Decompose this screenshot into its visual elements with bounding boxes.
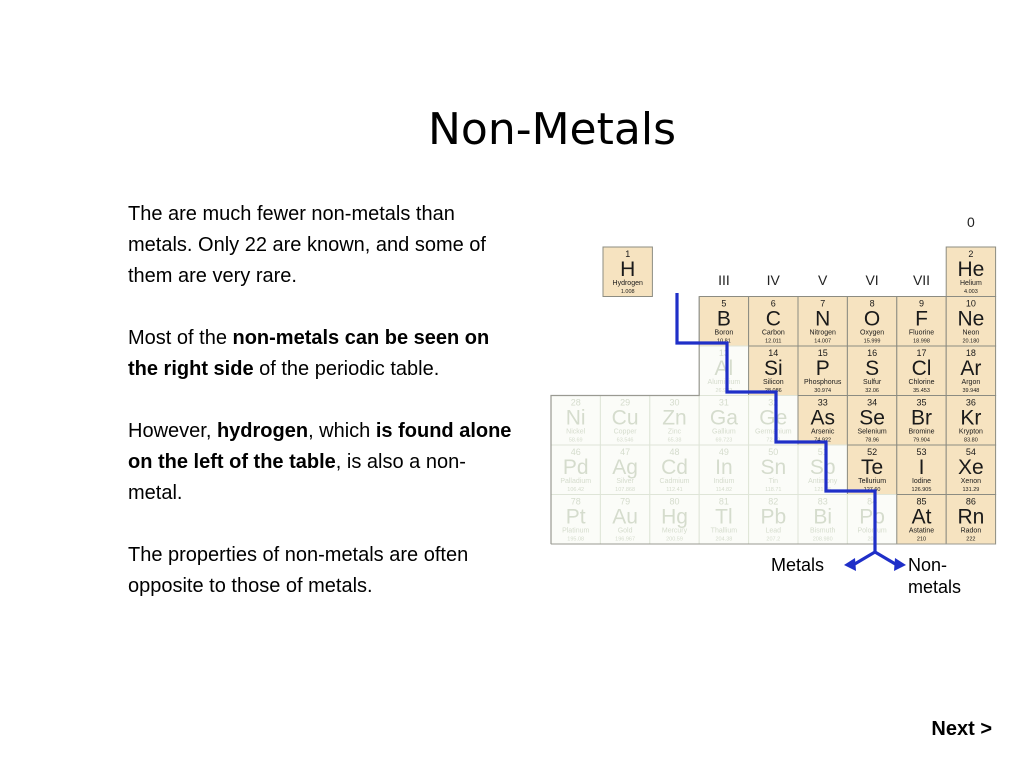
atomic-number: 9	[918, 298, 925, 309]
atomic-mass: 63.546	[616, 437, 634, 444]
element-symbol: Se	[859, 406, 885, 430]
element-name: Sulfur	[862, 379, 882, 386]
element-symbol: F	[915, 307, 928, 331]
atomic-number: 84	[867, 496, 878, 507]
arrow-right-icon	[894, 558, 906, 571]
atomic-number: 8	[869, 298, 875, 309]
element-name: Selenium	[857, 428, 887, 436]
element-symbol: Sb	[809, 456, 836, 479]
element-symbol: H	[620, 258, 636, 281]
element-i	[897, 445, 946, 495]
atomic-number: 30	[669, 397, 680, 408]
atomic-mass: 18.998	[913, 338, 930, 345]
element-br	[897, 396, 946, 446]
atomic-number: 48	[669, 447, 680, 457]
element-name: Nitrogen	[809, 329, 836, 337]
element-symbol: Ge	[759, 406, 788, 430]
atomic-number: 2	[968, 249, 974, 259]
element-name: Arsenic	[811, 428, 835, 436]
slide-title: Non-Metals	[428, 104, 676, 155]
element-n	[798, 297, 847, 347]
element-cu	[600, 396, 649, 446]
atomic-mass: 65.38	[667, 437, 682, 444]
arrow-left-icon	[844, 558, 856, 571]
element-symbol: As	[810, 406, 835, 430]
element-name: Cadmium	[659, 478, 690, 485]
element-symbol: C	[765, 307, 781, 331]
element-kr	[946, 396, 995, 446]
nonmetals-label: Non-metals	[908, 555, 962, 597]
atomic-mass: 30.974	[814, 388, 832, 394]
element-name: Zinc	[667, 428, 682, 436]
element-rn	[946, 495, 995, 545]
element-name: Carbon	[761, 329, 785, 337]
atomic-mass: 69.723	[715, 437, 733, 444]
atomic-number: 1	[625, 249, 631, 259]
atomic-number: 83	[817, 496, 828, 507]
group-header: III	[718, 272, 730, 288]
element-symbol: Ne	[957, 307, 985, 331]
element-symbol: He	[957, 258, 985, 281]
element-name: Antimony	[808, 478, 838, 485]
element-h	[603, 247, 652, 297]
atomic-mass: 20.180	[962, 338, 980, 345]
element-name: Gold	[617, 527, 633, 535]
element-symbol: Po	[859, 505, 885, 529]
element-symbol: Tl	[715, 505, 733, 529]
metals-label: Metals	[771, 555, 825, 575]
element-name: Germanium	[755, 428, 792, 436]
atomic-number: 28	[570, 397, 581, 408]
element-o	[847, 297, 896, 347]
atomic-mass: 15.999	[863, 338, 881, 345]
arrow-to-metals	[853, 541, 875, 565]
atomic-number: 34	[867, 397, 878, 408]
atomic-mass: 208.980	[812, 536, 833, 543]
element-si	[749, 346, 798, 396]
atomic-mass: 209	[867, 536, 877, 543]
element-te	[847, 445, 896, 495]
element-symbol: Ag	[612, 456, 638, 479]
atomic-mass: 32.06	[865, 388, 879, 394]
atomic-mass: 14.007	[814, 338, 832, 345]
element-symbol: Ni	[565, 406, 586, 430]
atomic-number: 6	[770, 298, 776, 309]
element-symbol: O	[863, 307, 881, 331]
atomic-mass: 28.086	[764, 388, 782, 394]
group-zero-header: 0	[967, 214, 975, 230]
element-name: Copper	[613, 428, 637, 436]
element-symbol: Ar	[960, 357, 982, 380]
element-symbol: Cu	[611, 406, 639, 430]
element-symbol: P	[815, 357, 830, 380]
atomic-number: 85	[916, 496, 927, 507]
element-pt	[551, 495, 600, 545]
text-run: , which	[308, 420, 376, 442]
element-symbol: Bi	[813, 505, 833, 529]
element-xe	[946, 445, 995, 495]
atomic-number: 54	[965, 447, 976, 457]
element-name: Platinum	[562, 527, 590, 535]
element-au	[600, 495, 649, 545]
element-symbol: Cd	[661, 456, 688, 479]
element-symbol: Pt	[565, 505, 586, 529]
element-po	[847, 495, 896, 545]
element-name: Radon	[960, 527, 982, 535]
atomic-mass: 12.011	[765, 338, 782, 345]
atomic-mass: 72.63	[766, 437, 781, 444]
atomic-mass: 1.008	[620, 289, 635, 295]
atomic-number: 50	[768, 447, 779, 457]
atomic-number: 7	[820, 298, 826, 309]
atomic-number: 53	[916, 447, 927, 457]
atomic-number: 16	[867, 348, 878, 358]
atomic-number: 32	[768, 397, 779, 408]
element-name: Neon	[962, 329, 980, 337]
element-al	[699, 346, 748, 396]
element-symbol: Al	[714, 357, 734, 380]
element-at	[897, 495, 946, 545]
atomic-number: 14	[768, 348, 779, 358]
atomic-mass: 222	[966, 536, 976, 543]
element-s	[847, 346, 896, 396]
atomic-number: 78	[570, 496, 581, 507]
element-symbol: At	[911, 505, 932, 529]
element-c	[749, 297, 798, 347]
element-symbol: Br	[911, 406, 932, 430]
element-bi	[798, 495, 847, 545]
atomic-mass: 26.982	[715, 388, 733, 394]
atomic-number: 51	[817, 447, 828, 457]
atomic-mass: 74.922	[814, 437, 832, 444]
atomic-mass: 112.41	[666, 487, 683, 493]
element-cl	[897, 346, 946, 396]
element-symbol: Rn	[957, 505, 985, 529]
element-name: Tellurium	[858, 478, 887, 485]
element-name: Iodine	[911, 478, 932, 485]
atomic-number: 86	[965, 496, 976, 507]
element-f	[897, 297, 946, 347]
atomic-mass: 127.60	[863, 487, 881, 493]
element-hg	[650, 495, 699, 545]
atomic-number: 80	[669, 496, 680, 507]
group-header: IV	[766, 272, 780, 288]
element-name: Silicon	[762, 379, 784, 386]
bold-text: non-metals can be seen on the right side	[128, 327, 490, 380]
element-symbol: Pb	[760, 505, 787, 529]
atomic-number: 29	[620, 397, 631, 408]
element-symbol: Au	[612, 505, 638, 529]
atomic-mass: 78.96	[865, 437, 879, 444]
arrow-to-nonmetals	[875, 552, 897, 565]
element-zn	[650, 396, 699, 446]
element-name: Xenon	[960, 478, 982, 485]
group-header: VI	[865, 272, 879, 288]
atomic-mass: 114.82	[715, 487, 733, 493]
element-name: Krypton	[958, 428, 983, 436]
element-ar	[946, 346, 995, 396]
group-header: V	[818, 272, 828, 288]
element-name: Polonium	[857, 527, 887, 535]
element-he	[946, 247, 995, 297]
element-name: Indium	[713, 478, 735, 485]
atomic-number: 79	[620, 496, 631, 507]
element-symbol: N	[815, 307, 831, 331]
element-name: Helium	[960, 280, 982, 287]
atomic-mass: 204.38	[715, 536, 733, 543]
atomic-number: 13	[718, 348, 729, 358]
atomic-mass: 39.948	[962, 388, 980, 394]
atomic-mass: 106.42	[567, 487, 585, 493]
element-symbol: I	[918, 456, 925, 479]
atomic-number: 52	[867, 447, 878, 457]
element-name: Mercury	[661, 527, 688, 535]
atomic-number: 82	[768, 496, 779, 507]
atomic-mass: 83.80	[964, 437, 978, 444]
atomic-number: 35	[916, 397, 927, 408]
element-symbol: Si	[763, 357, 783, 380]
atomic-mass: 131.29	[962, 487, 980, 493]
element-name: Oxygen	[860, 329, 885, 337]
element-name: Bromine	[908, 428, 935, 436]
element-tl	[699, 495, 748, 545]
element-name: Palladium	[560, 478, 592, 485]
bold-text: hydrogen	[216, 420, 309, 442]
element-as	[798, 396, 847, 446]
element-symbol: S	[865, 357, 880, 380]
element-sn	[749, 445, 798, 495]
atomic-mass: 126.905	[911, 487, 932, 493]
element-name: Silver	[616, 478, 634, 485]
element-ga	[699, 396, 748, 446]
element-symbol: Ga	[709, 406, 738, 430]
atomic-mass: 4.003	[964, 289, 978, 295]
atomic-mass: 79.904	[913, 437, 930, 444]
element-symbol: Kr	[960, 406, 982, 430]
atomic-number: 15	[817, 348, 828, 358]
atomic-number: 36	[965, 397, 976, 408]
element-se	[847, 396, 896, 446]
text-run: However,	[128, 420, 217, 442]
atomic-number: 17	[916, 348, 927, 358]
element-name: Argon	[961, 379, 981, 386]
group-header: VII	[912, 272, 931, 288]
atomic-mass: 118.71	[765, 487, 782, 493]
element-p	[798, 346, 847, 396]
element-symbol: Cl	[911, 357, 932, 380]
element-name: Fluorine	[908, 329, 935, 337]
text-run: The are much fewer non-metals than metals. Only 22 are known, and some of them are very rare.	[128, 203, 486, 287]
element-pd	[551, 445, 600, 495]
atomic-mass: 58.69	[568, 437, 583, 444]
atomic-mass: 196.967	[615, 536, 636, 543]
element-name: Tin	[768, 478, 779, 485]
element-ne	[946, 297, 995, 347]
bold-text: is found alone on the left of the table	[128, 420, 512, 473]
element-in	[699, 445, 748, 495]
atomic-number: 5	[721, 298, 727, 309]
element-ge	[749, 396, 798, 446]
element-b	[699, 297, 748, 347]
element-symbol: B	[716, 307, 731, 331]
element-symbol: Pd	[562, 456, 589, 479]
element-name: Chlorine	[908, 379, 935, 386]
element-name: Bismuth	[810, 527, 836, 535]
element-pb	[749, 495, 798, 545]
element-name: Nickel	[566, 428, 586, 436]
atomic-mass: 200.59	[666, 536, 683, 543]
atomic-number: 47	[620, 447, 631, 457]
text-run: of the periodic table.	[253, 358, 440, 380]
element-symbol: In	[715, 456, 733, 479]
element-name: Aluminium	[707, 379, 741, 386]
element-symbol: Hg	[661, 505, 688, 529]
element-name: Boron	[714, 329, 734, 337]
element-name: Astatine	[908, 527, 935, 535]
text-run: The properties of non-metals are often opposite to those of metals.	[128, 544, 469, 597]
element-symbol: Sn	[760, 456, 787, 479]
atomic-number: 46	[570, 447, 581, 457]
element-symbol: Te	[861, 456, 884, 479]
atomic-number: 10	[965, 298, 976, 309]
element-symbol: Xe	[958, 456, 984, 479]
atomic-mass: 107.868	[615, 487, 636, 493]
element-symbol: Zn	[662, 406, 687, 430]
text-run: , is also a non-metal.	[128, 451, 466, 504]
element-ag	[600, 445, 649, 495]
element-name: Gallium	[712, 428, 736, 436]
element-name: Phosphorus	[804, 379, 842, 386]
element-name: Thallium	[710, 527, 738, 535]
atomic-mass: 210	[916, 536, 927, 543]
atomic-mass: 121.76	[814, 487, 832, 493]
element-name: Lead	[765, 527, 782, 535]
atomic-number: 18	[965, 348, 976, 358]
atomic-mass: 10.81	[717, 338, 731, 345]
atomic-mass: 207.2	[766, 536, 781, 543]
next-button[interactable]: Next >	[931, 718, 992, 740]
text-run: Most of the	[128, 327, 233, 349]
atomic-number: 49	[718, 447, 729, 457]
element-sb	[798, 445, 847, 495]
atomic-number: 31	[718, 397, 729, 408]
element-cd	[650, 445, 699, 495]
atomic-number: 81	[718, 496, 729, 507]
atomic-number: 33	[817, 397, 828, 408]
atomic-mass: 35.453	[913, 388, 930, 394]
element-name: Hydrogen	[612, 280, 643, 287]
element-ni	[551, 396, 600, 446]
atomic-mass: 195.08	[567, 536, 585, 543]
